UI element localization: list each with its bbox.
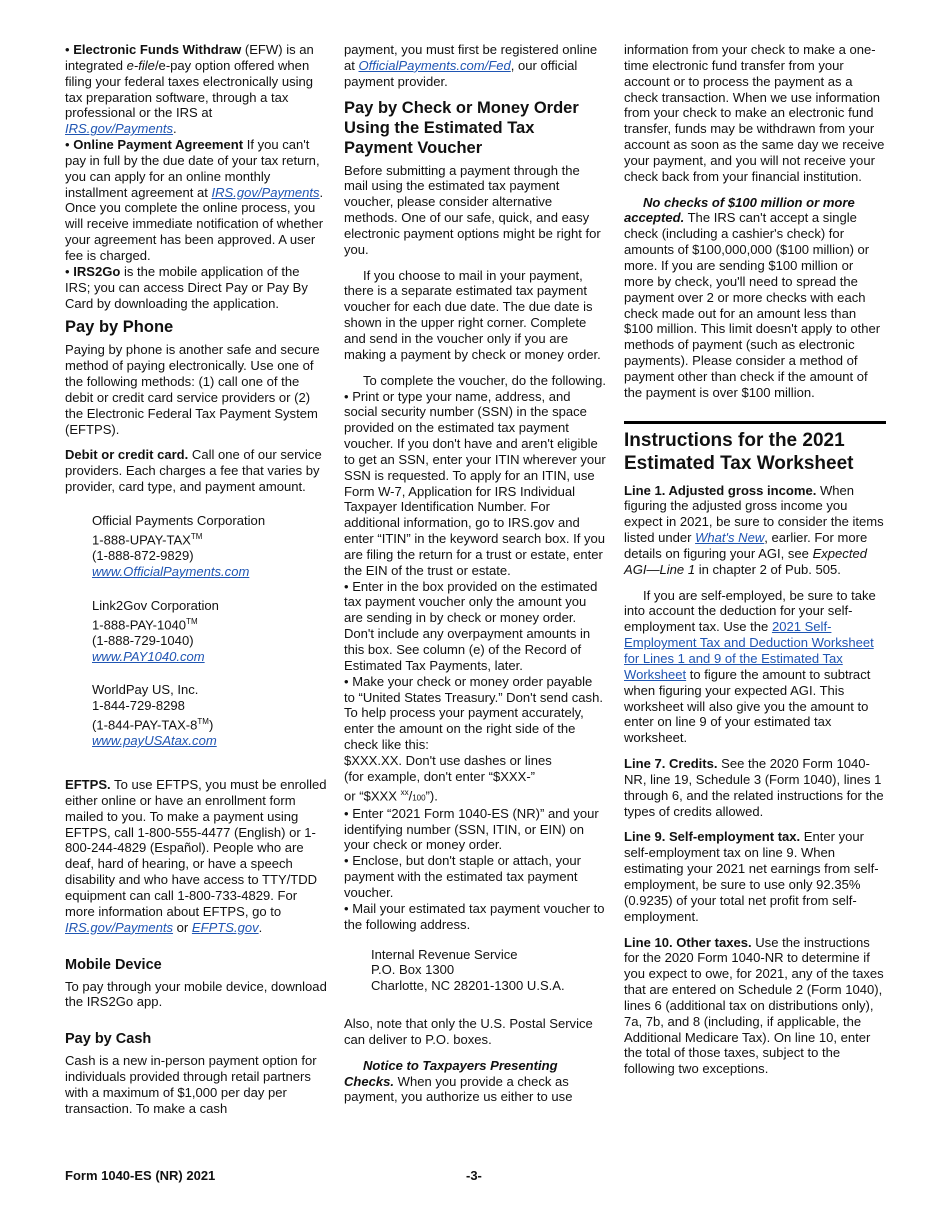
pay-by-check-heading: Pay by Check or Money Order Using the Estimated Tax Payment Voucher — [344, 98, 579, 157]
opa-item: • Online Payment Agreement If you can't pay in full by the due date of your tax return, you can apply for an online monthly installment agreement at IRS.gov/Payments. Once you complete the online process, you will receive immediate notification of whether your agreement has been approved. A user fee is charged. — [65, 137, 324, 263]
bullet-item: • Enter in the box provided on the estimated tax payment voucher only the amount you are sending in by check or money order. Don't include any overpayment amounts in this box. See column (e) of the Record of Estimated Tax Payments, later. — [344, 578, 598, 673]
mobile-paragraph: To pay through your mobile device, download the IRS2Go app. — [65, 978, 327, 1010]
postal-paragraph: Also, note that only the U.S. Postal Service can deliver to P.O. boxes. — [344, 1016, 593, 1047]
irs2go-item: • IRS2Go is the mobile application of the IRS; you can access Direct Pay or Pay By Card by downloading the application. — [65, 263, 308, 311]
irs-mailing-address: Internal Revenue Service P.O. Box 1300 Charlotte, NC 28201-1300 U.S.A. — [371, 946, 565, 994]
line1-paragraph: Line 1. Adjusted gross income. When figuring the adjusted gross income you expect in 2021, be sure to consider the items listed under What's New, earlier. For more details on figuring your AGI, see Expected AGI—Line 1 in chapter 2 of Pub. 505. — [624, 482, 884, 577]
official-payments-fed-link[interactable]: OfficialPayments.com/Fed — [358, 57, 511, 73]
irs-payments-link[interactable]: IRS.gov/Payments — [65, 121, 174, 137]
irs-payments-link[interactable]: IRS.gov/Payments — [65, 919, 174, 935]
line7-paragraph: Line 7. Credits. See the 2020 Form 1040-NR, line 19, Schedule 3 (Form 1040), lines 1 through 6, and the related instructions for the types of credits allowed. — [624, 756, 884, 819]
notice-paragraph: Notice to Taxpayers Presenting Checks. When you provide a check as payment, you authorize us either to use — [344, 1057, 573, 1105]
no-checks-paragraph: No checks of $100 million or more accepted. The IRS can't accept a single check (including a cashier's check) for amounts of $100,000,000 ($100 million) or more. If you are sending $100 million or more by check, you'll need to spread the payment over 2 or more checks with each check made out for an amount less than $100 million. This limit doesn't apply to other methods of payment (such as electronic payments). Please consider a method of payment other than check if the amount of the payment is over $100 million. — [624, 194, 881, 400]
page-number: -3- — [466, 1168, 482, 1183]
bullet-item: • Mail your estimated tax payment voucher to the following address. — [344, 900, 605, 932]
self-employed-paragraph: If you are self-employed, be sure to take into account the deduction for your self-employment tax. Use the 2021 Self-Employment Tax and Deduction Worksheet for Lines 1 and 9 of the Estimated Tax Worksheet to figure the amount to subtract when figuring your expected AGI. This worksheet will also give you the amount to enter on line 9 of your estimated tax worksheet. — [624, 587, 876, 746]
payusatax-link[interactable]: www.payUSAtax.com — [92, 733, 217, 749]
provider-official-payments: Official Payments Corporation 1-888-UPAY-TAX™ (1-888-872-9829) www.OfficialPayments.com — [92, 512, 266, 579]
irs-payments-link[interactable]: IRS.gov/Payments — [211, 184, 320, 200]
check-paragraph-1: Before submitting a payment through the mail using the estimated tax payment voucher, please consider alternative methods. One of our safe, quick, and easy electronic payment options might be right for you. — [344, 162, 601, 257]
eftps-link[interactable]: EFPTS.gov — [191, 919, 259, 935]
line9-paragraph: Line 9. Self-employment tax. Enter your self-employment tax on line 9. When estimating your 2021 net earnings from self-employment, be sure to use only 92.35% (0.9235) of your total net profit from self-employment. — [624, 829, 879, 924]
line10-paragraph: Line 10. Other taxes. Use the instructions for the 2020 Form 1040-NR to determine if you expect to owe, for 2021, any of the taxes that are entered on Schedule 2 (Form 1040), lines 6 (additional tax on distributions only), 7a, 7b, and 8 (including, if applicable, the Additional Medicare Tax). On line 10, enter the total of those taxes, subject to the following two exceptions. — [624, 934, 884, 1077]
column-1 — [65, 42, 327, 1117]
mobile-device-heading: Mobile Device — [65, 956, 162, 973]
check-paragraph-3: To complete the voucher, do the following. — [363, 372, 606, 388]
bullet-item: • Print or type your name, address, and social security number (SSN) in the space provided on the estimated tax payment voucher. If you don't have and aren't eligible to get an SSN, enter your ITIN wherever your SSN is requested. To apply for an ITIN, use Form W-7, Application for IRS Individual Taxpayer Identification Number. For additional information, go to IRS.gov and enter “ITIN” in the keyword search box. If you are filing the return for a trust or estate, enter the EIN of the trust or estate. — [344, 388, 606, 578]
whats-new-link[interactable]: What's New — [695, 530, 765, 546]
footer-form-name: Form 1040-ES (NR) 2021 — [65, 1168, 216, 1183]
cash-paragraph: Cash is a new in-person payment option for individuals provided through retail partners with a maximum of $1,000 per day per transaction. To make a cash — [65, 1053, 317, 1116]
efw-item: • Electronic Funds Withdraw (EFW) is an integrated e-file/e-pay option offered when filing your federal taxes electronically using tax preparation software, through a tax professional or the IRS at IRS.gov/Payments. — [65, 42, 314, 137]
efw-label: Electronic Funds Withdraw — [73, 42, 242, 57]
cash-continued: payment, you must first be registered online at OfficialPayments.com/Fed, our official payment provider. — [344, 42, 598, 89]
pay-by-cash-heading: Pay by Cash — [65, 1031, 152, 1048]
instructions-heading: Instructions for the 2021 Estimated Tax Worksheet — [624, 421, 886, 475]
bullet-item: • Enter “2021 Form 1040-ES (NR)” and your identifying number (SSN, ITIN, or EIN) on your check or money order. — [344, 805, 599, 853]
check-paragraph-2: If you choose to mail in your payment, there is a separate estimated tax payment voucher for each due date. The due date is shown in the upper right corner. Complete and send in the voucher only if you are making a payment by check or money order. — [344, 267, 601, 362]
provider-link2gov: Link2Gov Corporation 1-888-PAY-1040™ (1-888-729-1040) www.PAY1040.com — [92, 597, 219, 664]
provider-worldpay: WorldPay US, Inc. 1-844-729-8298 (1-844-PAY-TAX-8™) www.payUSAtax.com — [92, 682, 217, 749]
eftps-paragraph: EFTPS. To use EFTPS, you must be enrolled either online or have an enrollment form mailed to you. To make a payment using EFTPS, call 1-800-555-4477 (English) or 1-800-244-4829 (Español). People who are deaf, hard of hearing, or have a speech disability and who have access to TTY/TDD equipment can call 1-800-733-4829. For more information about EFTPS, go to IRS.gov/Payments or EFPTS.gov. — [65, 777, 327, 935]
pay1040-link[interactable]: www.PAY1040.com — [92, 648, 205, 664]
debit-paragraph: Debit or credit card. Call one of our service providers. Each charges a fee that varies by provider, card type, and payment amount. — [65, 447, 322, 495]
official-payments-link[interactable]: www.OfficialPayments.com — [92, 563, 250, 579]
pay-by-phone-heading: Pay by Phone — [65, 318, 174, 337]
bullet-item: • Enclose, but don't staple or attach, your payment with the estimated tax payment voucher. — [344, 853, 581, 900]
se-worksheet-link[interactable]: 2021 Self-Employment Tax and Deduction Worksheet for Lines 1 and 9 of the Estimated Tax Worksheet — [624, 619, 874, 682]
phone-paragraph: Paying by phone is another safe and secure method of paying electronically. Use one of the following methods: (1) call one of the debit or credit card service providers or (2) the Electronic Federal Tax Payment System (EFTPS). — [65, 342, 320, 437]
notice-continued: information from your check to make a one-time electronic fund transfer from your account or to process the payment as a check transaction. When we use information from your check to make an electronic fund transfer, funds may be withdrawn from your account as soon as the same day we receive your payment, and you will not receive your check back from your financial institution. — [624, 42, 885, 184]
column-2 — [344, 42, 606, 1105]
column-3 — [624, 42, 886, 1077]
bullet-item: • Make your check or money order payable to “United States Treasury.” Don't send cash. To help process your payment accurately, enter the amount on the right side of the check like this: $XXX.XX. Don't use dashes or lines (for example, don't enter “$XXX-” or “$XXX $^{xx}$/100”). — [344, 673, 603, 803]
